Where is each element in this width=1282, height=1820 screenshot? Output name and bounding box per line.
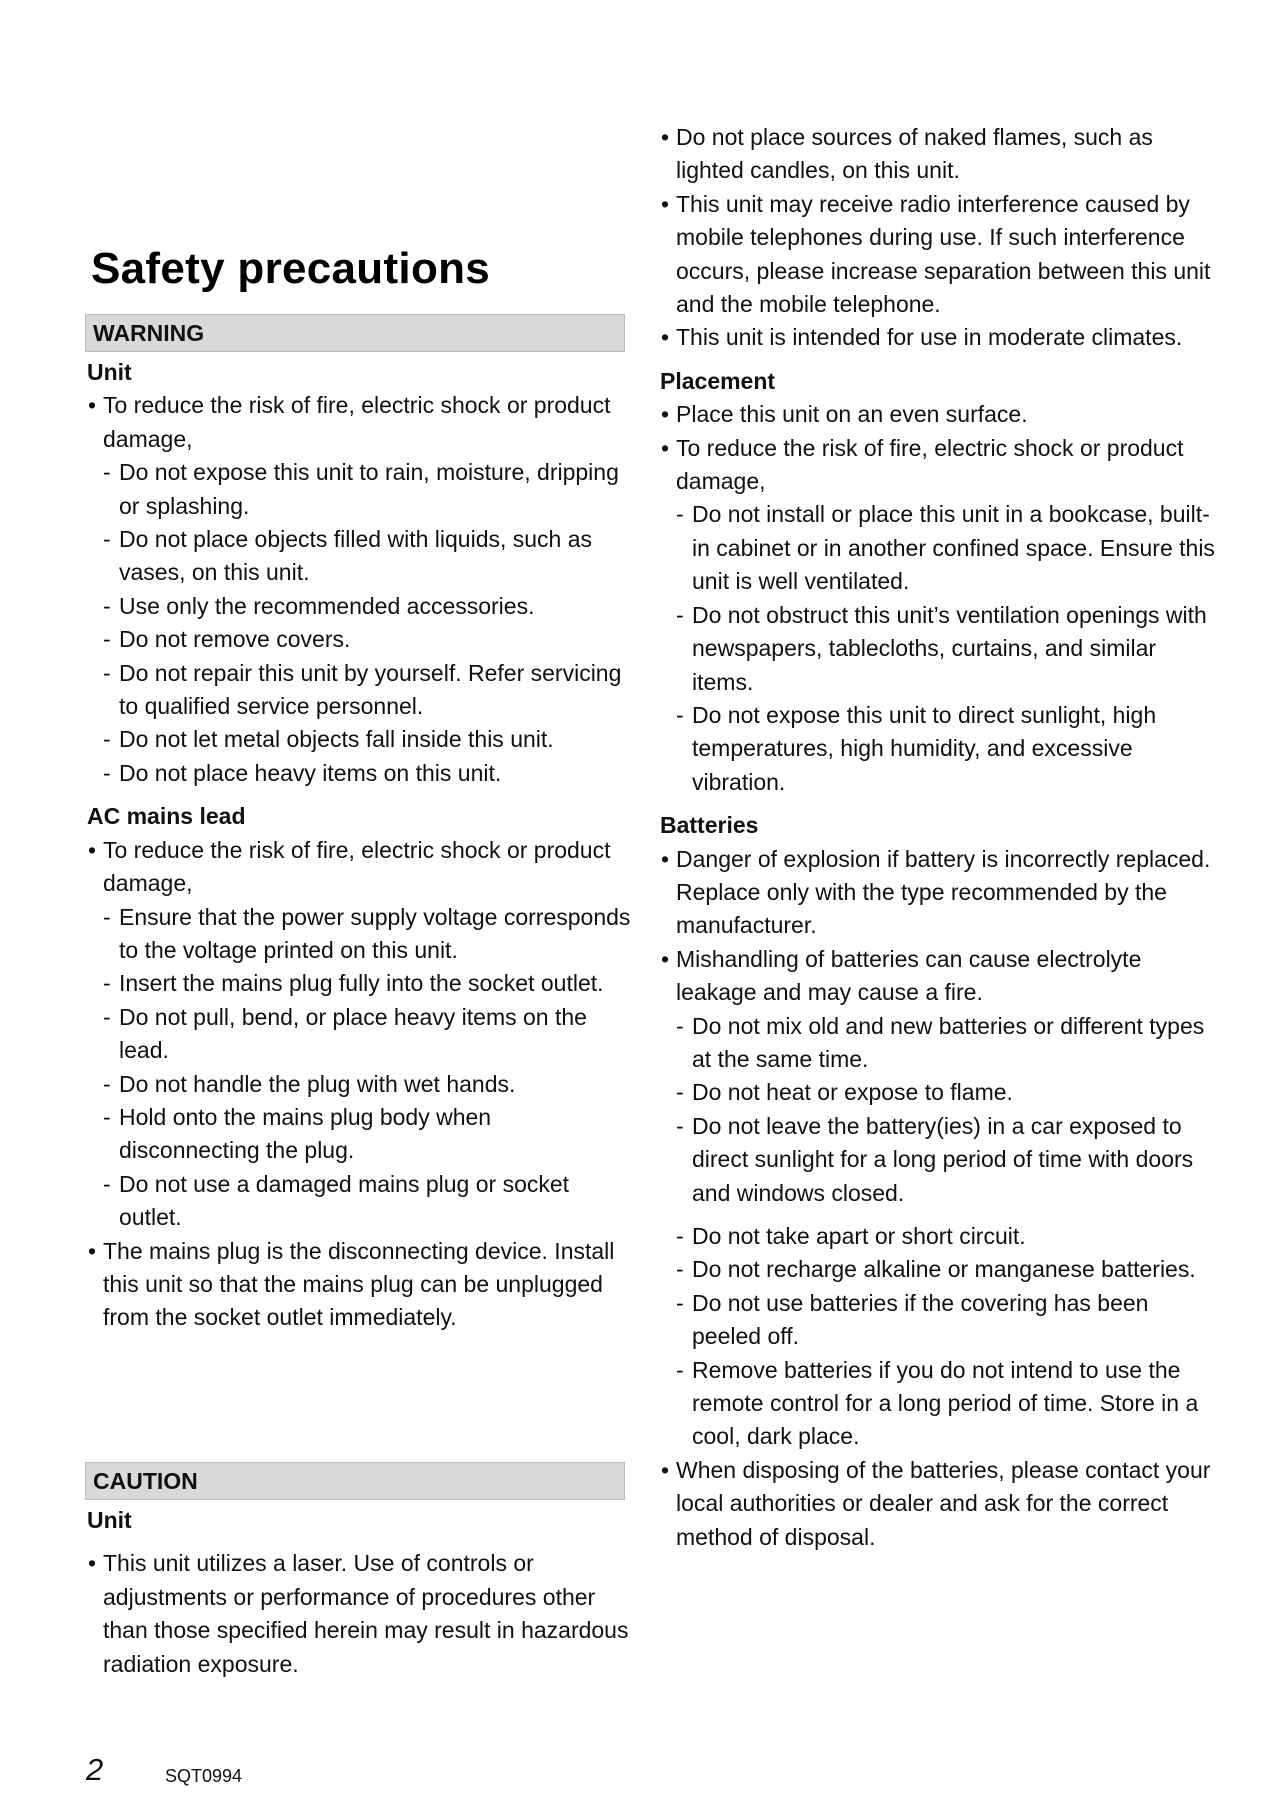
sub-list-item	[87, 757, 635, 790]
sub-list-item-text: Do not place heavy items on this unit.	[119, 759, 502, 786]
ac-mains-heading: AC mains lead	[87, 803, 246, 830]
list-item	[660, 188, 1220, 322]
sub-list-item	[87, 1068, 635, 1101]
ac-mains-list-2	[87, 1235, 635, 1335]
placement-list	[660, 398, 1220, 498]
sub-list-item	[87, 523, 635, 590]
sub-list-item-text: Ensure that the power supply voltage corresponds to the voltage printed on this unit.	[119, 903, 631, 963]
sub-list-item-text: Do not use a damaged mains plug or socket outlet.	[119, 1170, 570, 1231]
list-item-text: This unit is intended for use in moderate climates.	[676, 324, 1183, 351]
list-item-text: This unit utilizes a laser. Use of controls or adjustments or performance of procedures other than those specified herein may result in hazardous radiation exposure.	[103, 1550, 629, 1677]
sub-list-item-text: Do not expose this unit to rain, moisture, dripping or splashing.	[119, 459, 619, 519]
bullet-marker: •	[88, 392, 97, 419]
caution-unit-list	[87, 1547, 635, 1681]
dash-marker: -	[676, 1256, 684, 1283]
sub-list-item	[660, 699, 1220, 799]
dash-marker: -	[676, 1223, 684, 1249]
dash-marker: -	[103, 1070, 111, 1097]
sub-list-item-text: Remove batteries if you do not intend to use the remote control for a long period of time. Store in a cool, dark place.	[692, 1356, 1199, 1450]
batteries-sublist-a	[660, 1010, 1220, 1210]
sub-list-item	[660, 498, 1220, 598]
list-item-text: Mishandling of batteries can cause electrolyte leakage and may cause a fire.	[676, 945, 1142, 1006]
list-item	[660, 1454, 1220, 1554]
dash-marker: -	[103, 726, 111, 753]
sub-list-item-text: Do not pull, bend, or place heavy items on the lead.	[119, 1003, 587, 1064]
sub-list-item	[660, 599, 1220, 699]
bullet-marker: •	[88, 1550, 97, 1577]
dash-marker: -	[676, 501, 684, 528]
dash-marker: -	[676, 1356, 684, 1383]
right-column	[660, 121, 1220, 1554]
batteries-sublist-b	[660, 1220, 1220, 1454]
bullet-marker: •	[661, 401, 670, 428]
list-item	[660, 321, 1220, 354]
sub-list-item	[660, 1253, 1220, 1286]
sub-list-item	[87, 590, 635, 623]
bullet-marker: •	[661, 845, 670, 872]
sub-list-item	[87, 1168, 635, 1235]
list-item	[87, 1547, 635, 1681]
bullet-marker: •	[88, 836, 97, 863]
dash-marker: -	[103, 903, 111, 930]
dash-marker: -	[103, 659, 111, 686]
dash-marker: -	[103, 1003, 111, 1030]
sub-list-item	[660, 1010, 1220, 1077]
sub-list-item	[87, 723, 635, 756]
sub-list-item	[660, 1287, 1220, 1354]
warning-unit-list	[87, 389, 635, 456]
list-item-text: Place this unit on an even surface.	[676, 401, 1028, 428]
dash-marker: -	[103, 1103, 111, 1130]
list-item	[660, 843, 1220, 943]
list-item	[660, 121, 1220, 188]
list-item-text: This unit may receive radio interference caused by mobile telephones during use. If such interference occurs, please increase separation between this unit and the mobile telephone.	[676, 190, 1211, 318]
placement-sublist	[660, 498, 1220, 799]
sub-list-item	[660, 1076, 1220, 1109]
dash-marker: -	[676, 1012, 684, 1039]
list-item-text: The mains plug is the disconnecting device. Install this unit so that the mains plug can be unplugged from the socket outlet immediately.	[103, 1237, 615, 1331]
list-item-text: To reduce the risk of fire, electric shock or product damage,	[676, 434, 1184, 495]
general-list	[660, 121, 1220, 355]
sub-list-item-text: Use only the recommended accessories.	[119, 592, 535, 619]
sub-list-item	[87, 456, 635, 523]
sub-list-item-text: Do not leave the battery(ies) in a car exposed to direct sunlight for a long period of time with doors and windows closed.	[692, 1112, 1194, 1206]
batteries-list-2	[660, 1454, 1220, 1554]
sub-list-item-text: Do not let metal objects fall inside this unit.	[119, 726, 554, 753]
sub-list-item-text: Do not handle the plug with wet hands.	[119, 1070, 516, 1097]
sub-list-item-text: Do not mix old and new batteries or different types at the same time.	[692, 1012, 1205, 1072]
bullet-marker: •	[88, 1237, 97, 1264]
list-item-text: To reduce the risk of fire, electric shock or product damage,	[103, 392, 611, 452]
sub-list-item-text: Insert the mains plug fully into the socket outlet.	[119, 970, 604, 997]
list-item	[660, 432, 1220, 499]
dash-marker: -	[676, 701, 684, 728]
sub-list-item-text: Do not expose this unit to direct sunlight, high temperatures, high humidity, and excessive vibration.	[692, 701, 1157, 795]
list-item-text: To reduce the risk of fire, electric shock or product damage,	[103, 836, 611, 897]
warning-section	[87, 314, 635, 1335]
dash-marker: -	[676, 601, 684, 628]
batteries-list	[660, 843, 1220, 1010]
dash-marker: -	[103, 592, 111, 619]
dash-marker: -	[676, 1112, 684, 1139]
page-number: 2	[86, 1752, 104, 1787]
bullet-marker: •	[661, 124, 670, 150]
dash-marker: -	[103, 970, 111, 997]
bullet-marker: •	[661, 945, 670, 972]
ac-mains-sublist	[87, 901, 635, 1235]
bullet-marker: •	[661, 1456, 670, 1483]
warning-unit-sublist	[87, 456, 635, 790]
batteries-heading: Batteries	[660, 812, 759, 839]
sub-list-item-text: Do not use batteries if the covering has been peeled off.	[692, 1289, 1149, 1350]
sub-list-item	[87, 967, 635, 1000]
sub-list-item-text: Do not install or place this unit in a bookcase, built-in cabinet or in another confined space. Ensure this unit is well ventilated.	[692, 501, 1215, 595]
document-code: SQT0994	[165, 1766, 243, 1786]
dash-marker: -	[676, 1079, 684, 1106]
sub-list-item	[87, 901, 635, 968]
sub-list-item	[87, 657, 635, 724]
list-item	[660, 398, 1220, 431]
sub-list-item-text: Do not take apart or short circuit.	[692, 1223, 1026, 1249]
sub-list-item	[87, 1101, 635, 1168]
dash-marker: -	[103, 459, 111, 486]
list-item	[87, 389, 635, 456]
list-item-text: Danger of explosion if battery is incorrectly replaced. Replace only with the type recommended by the manufacturer.	[676, 845, 1211, 939]
list-item	[660, 943, 1220, 1010]
dash-marker: -	[676, 1289, 684, 1316]
dash-marker: -	[103, 1170, 111, 1197]
caution-section	[87, 1462, 635, 1681]
caution-banner: CAUTION	[85, 1462, 625, 1500]
sub-list-item-text: Do not remove covers.	[119, 626, 351, 653]
sub-list-item-text: Do not heat or expose to flame.	[692, 1079, 1013, 1106]
warning-banner: WARNING	[85, 314, 625, 352]
sub-list-item-text: Do not recharge alkaline or manganese batteries.	[692, 1256, 1196, 1283]
page-title: Safety precautions	[91, 244, 491, 293]
dash-marker: -	[103, 626, 111, 653]
sub-list-item-text: Do not place objects filled with liquids, such as vases, on this unit.	[119, 526, 593, 586]
list-item-text: Do not place sources of naked flames, such as lighted candles, on this unit.	[676, 124, 1153, 184]
list-item-text: When disposing of the batteries, please contact your local authorities or dealer and ask for the correct method of disposal.	[676, 1456, 1211, 1550]
dash-marker: -	[103, 526, 111, 553]
sub-list-item-text: Hold onto the mains plug body when disconnecting the plug.	[119, 1103, 492, 1164]
sub-list-item-text: Do not obstruct this unit’s ventilation openings with newspapers, tablecloths, curtains, and similar items.	[692, 601, 1207, 695]
list-item	[87, 834, 635, 901]
sub-list-item	[660, 1110, 1220, 1210]
list-item	[87, 1235, 635, 1335]
sub-list-item	[660, 1220, 1220, 1253]
sub-list-item	[87, 623, 635, 656]
bullet-marker: •	[661, 434, 670, 461]
caution-unit-heading: Unit	[87, 1507, 132, 1533]
warning-unit-heading: Unit	[87, 359, 132, 385]
sub-list-item	[87, 1001, 635, 1068]
sub-list-item-text: Do not repair this unit by yourself. Refer servicing to qualified service personnel.	[119, 659, 622, 720]
bullet-marker: •	[661, 190, 670, 217]
sub-list-item	[660, 1354, 1220, 1454]
placement-heading: Placement	[660, 367, 776, 394]
dash-marker: -	[103, 759, 111, 786]
bullet-marker: •	[661, 324, 670, 351]
ac-mains-list	[87, 834, 635, 901]
